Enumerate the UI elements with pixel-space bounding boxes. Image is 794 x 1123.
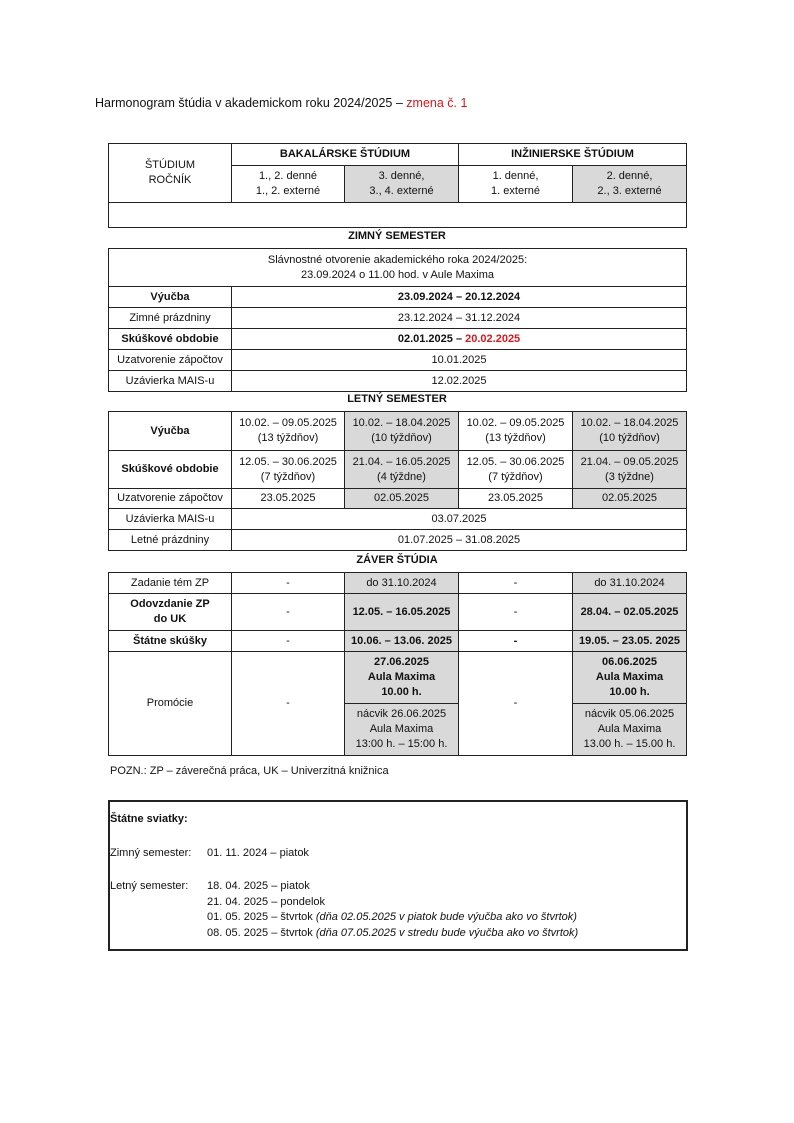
winter-zapocty-label: Uzatvorenie zápočtov [109, 350, 232, 371]
holidays-winter-1: 01. 11. 2024 – piatok [207, 847, 309, 859]
empty-row [109, 203, 687, 228]
odovzdanie-c2: 12.05. – 16.05.2025 [345, 594, 459, 631]
col-header-2: 3. denné, 3., 4. externé [345, 166, 459, 203]
holidays-summer-2: 21. 04. 2025 – pondelok [207, 896, 326, 908]
summer-vyucba-c2: 10.02. – 18.04.2025 (10 týždňov) [345, 412, 459, 451]
summer-skuskove-c3: 12.05. – 30.06.2025 (7 týždňov) [459, 451, 573, 489]
statne-c2: 10.06. – 13.06. 2025 [345, 631, 459, 652]
statne-label: Štátne skúšky [109, 631, 232, 652]
zadanie-c1: - [232, 573, 345, 594]
summer-skuskove-label: Skúškové obdobie [109, 451, 232, 489]
winter-vyucba-label: Výučba [109, 287, 232, 308]
studium-rocnik-header: ŠTÚDIUM ROČNÍK [109, 144, 232, 203]
abbreviation-note: POZN.: ZP – záverečná práca, UK – Univerzitná knižnica [110, 765, 389, 777]
statne-c1: - [232, 631, 345, 652]
summer-mais-value: 03.07.2025 [232, 509, 687, 530]
zadanie-label: Zadanie tém ZP [109, 573, 232, 594]
summer-zapocty-c1: 23.05.2025 [232, 489, 345, 509]
promocie-c1: - [232, 652, 345, 756]
promocie-c2-main: 27.06.2025 Aula Maxima 10.00 h. [345, 652, 459, 704]
zadanie-c4: do 31.10.2024 [573, 573, 687, 594]
holidays-box [108, 800, 688, 951]
winter-skuskove-label: Skúškové obdobie [109, 329, 232, 350]
col-header-3: 1. denné, 1. externé [459, 166, 573, 203]
winter-zapocty-value: 10.01.2025 [232, 350, 687, 371]
winter-table [108, 248, 687, 392]
promocie-label: Promócie [109, 652, 232, 756]
summer-zapocty-label: Uzatvorenie zápočtov [109, 489, 232, 509]
odovzdanie-c4: 28.04. – 02.05.2025 [573, 594, 687, 631]
odovzdanie-c1: - [232, 594, 345, 631]
winter-prazdniny-label: Zimné prázdniny [109, 308, 232, 329]
summer-skuskove-c2: 21.04. – 16.05.2025 (4 týždne) [345, 451, 459, 489]
summer-zapocty-c2: 02.05.2025 [345, 489, 459, 509]
summer-vyucba-c3: 10.02. – 09.05.2025 (13 týždňov) [459, 412, 573, 451]
holidays-summer-1: 18. 04. 2025 – piatok [207, 880, 310, 892]
opening-cell: Slávnostné otvorenie akademického roka 2024/2025: 23.09.2024 o 11.00 hod. v Aule Maxima [109, 249, 687, 287]
summer-zapocty-c3: 23.05.2025 [459, 489, 573, 509]
zadanie-c2: do 31.10.2024 [345, 573, 459, 594]
col-header-1: 1., 2. denné 1., 2. externé [232, 166, 345, 203]
holidays-winter-label: Zimný semester: [110, 847, 192, 859]
zaver-heading: ZÁVER ŠTÚDIA [356, 554, 438, 566]
zadanie-c3: - [459, 573, 573, 594]
summer-vyucba-c1: 10.02. – 09.05.2025 (13 týždňov) [232, 412, 345, 451]
winter-prazdniny-value: 23.12.2024 – 31.12.2024 [232, 308, 687, 329]
page-title: Harmonogram štúdia v akademickom roku 2024/2025 – zmena č. 1 [95, 96, 468, 110]
winter-mais-label: Uzávierka MAIS-u [109, 371, 232, 392]
promocie-c4-sub: nácvik 05.06.2025 Aula Maxima 13.00 h. – 15.00 h. [573, 704, 687, 756]
inzinierske-header: INŽINIERSKE ŠTÚDIUM [459, 144, 687, 166]
winter-vyucba-value: 23.09.2024 – 20.12.2024 [232, 287, 687, 308]
summer-skuskove-c1: 12.05. – 30.06.2025 (7 týždňov) [232, 451, 345, 489]
summer-heading: LETNÝ SEMESTER [347, 393, 447, 405]
holidays-summer-label: Letný semester: [110, 880, 189, 892]
holidays-summer-4: 08. 05. 2025 – štvrtok (dňa 07.05.2025 v stredu bude výučba ako vo štvrtok) [207, 927, 579, 939]
summer-prazdniny-value: 01.07.2025 – 31.08.2025 [232, 530, 687, 551]
winter-skuskove-value: 02.01.2025 – 20.02.2025 [232, 329, 687, 350]
zaver-table [108, 572, 687, 756]
holidays-summer-3: 01. 05. 2025 – štvrtok (dňa 02.05.2025 v piatok bude výučba ako vo štvrtok) [207, 911, 577, 923]
odovzdanie-c3: - [459, 594, 573, 631]
summer-table [108, 411, 687, 551]
summer-prazdniny-label: Letné prázdniny [109, 530, 232, 551]
summer-mais-label: Uzávierka MAIS-u [109, 509, 232, 530]
promocie-c2-sub: nácvik 26.06.2025 Aula Maxima 13:00 h. – 15:00 h. [345, 704, 459, 756]
bakalarske-header: BAKALÁRSKE ŠTÚDIUM [232, 144, 459, 166]
summer-skuskove-c4: 21.04. – 09.05.2025 (3 týždne) [573, 451, 687, 489]
statne-c3: - [459, 631, 573, 652]
summer-vyucba-label: Výučba [109, 412, 232, 451]
header-table [108, 143, 687, 228]
promocie-c4-main: 06.06.2025 Aula Maxima 10.00 h. [573, 652, 687, 704]
odovzdanie-label: Odovzdanie ZP do UK [109, 594, 232, 631]
winter-mais-value: 12.02.2025 [232, 371, 687, 392]
col-header-4: 2. denné, 2., 3. externé [573, 166, 687, 203]
promocie-c3: - [459, 652, 573, 756]
statne-c4: 19.05. – 23.05. 2025 [573, 631, 687, 652]
summer-zapocty-c4: 02.05.2025 [573, 489, 687, 509]
winter-heading: ZIMNÝ SEMESTER [348, 230, 446, 242]
summer-vyucba-c4: 10.02. – 18.04.2025 (10 týždňov) [573, 412, 687, 451]
holidays-title: Štátne sviatky: [110, 813, 188, 825]
